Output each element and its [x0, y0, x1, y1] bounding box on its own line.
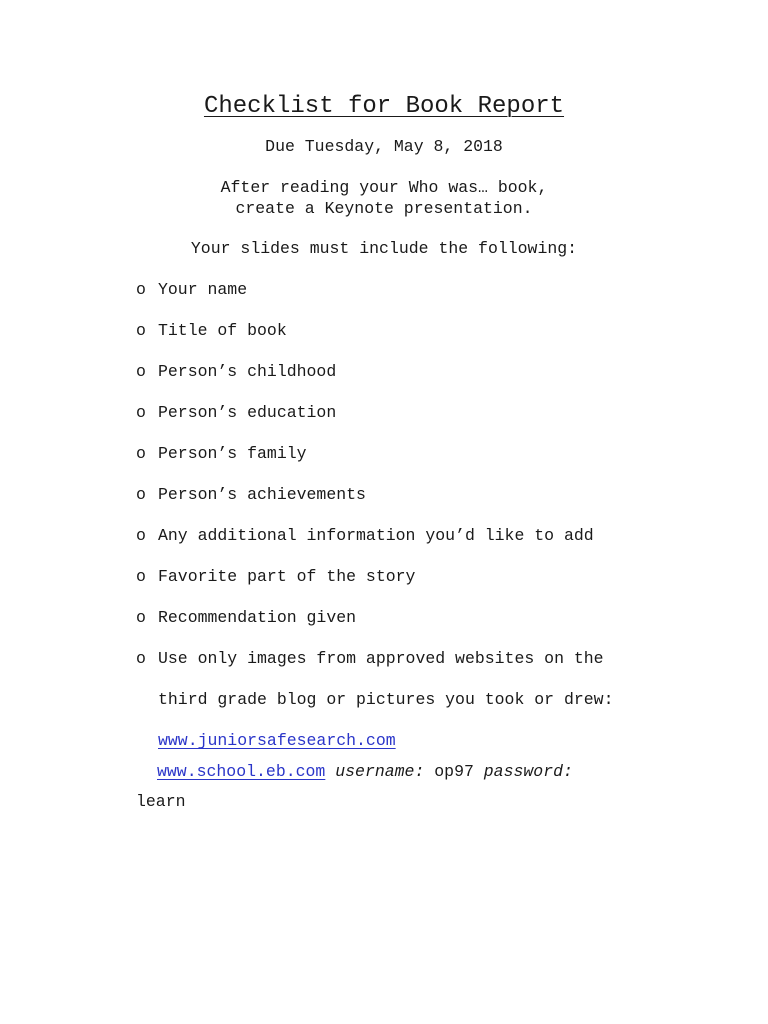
password-label: password: [483, 762, 573, 781]
checklist-item [136, 320, 604, 361]
intro-text [0, 177, 768, 219]
bullet-icon: o [136, 280, 146, 299]
checklist-item [136, 525, 604, 566]
checklist-item [136, 484, 604, 525]
intro-line-2: create a Keynote presentation. [235, 199, 533, 218]
bullet-icon: o [136, 526, 146, 545]
website-line-2 [157, 761, 573, 783]
checklist-item-label: Recommendation given [158, 608, 357, 627]
intro-line-1: After reading your Who was… book, [220, 178, 548, 197]
checklist-item [136, 279, 604, 320]
juniorsafesearch-link[interactable]: www.juniorsafesearch.com [158, 731, 396, 750]
checklist-item-label: Any additional information you’d like to add [158, 526, 594, 545]
bullet-icon: o [136, 567, 146, 586]
bullet-icon: o [136, 485, 146, 504]
bullet-icon: o [136, 444, 146, 463]
document-title [0, 90, 768, 124]
checklist-item [136, 566, 604, 607]
due-date: Due Tuesday, May 8, 2018 [265, 137, 503, 156]
checklist-item [136, 402, 604, 443]
checklist-item-label: Person’s childhood [158, 362, 337, 381]
bullet-icon: o [136, 403, 146, 422]
checklist-item-label: Title of book [158, 321, 287, 340]
password-value: learn [136, 792, 186, 811]
checklist-item-label: Favorite part of the story [158, 567, 416, 586]
checklist-item [136, 443, 604, 484]
checklist-item [136, 607, 604, 648]
bullet-icon: o [136, 321, 146, 340]
requirement-text: Your slides must include the following: [190, 239, 578, 258]
checklist-item-label: Person’s education [158, 403, 337, 422]
bullet-icon: o [136, 649, 146, 668]
checklist-item-label: Use only images from approved websites on the [158, 649, 604, 668]
checklist-item [136, 648, 604, 689]
checklist-item-label: Person’s achievements [158, 485, 366, 504]
checklist-item-continuation: third grade blog or pictures you took or drew: [158, 690, 614, 709]
checklist-item-label: Person’s family [158, 444, 307, 463]
checklist-item-label: Your name [158, 280, 248, 299]
checklist [136, 279, 604, 689]
title-text: Checklist for Book Report [203, 93, 565, 120]
checklist-item [136, 361, 604, 402]
bullet-icon: o [136, 362, 146, 381]
username-value: op97 [434, 762, 474, 781]
bullet-icon: o [136, 608, 146, 627]
school-eb-link[interactable]: www.school.eb.com [157, 762, 326, 781]
website-line-1 [158, 730, 396, 752]
username-label: username: [335, 762, 425, 781]
